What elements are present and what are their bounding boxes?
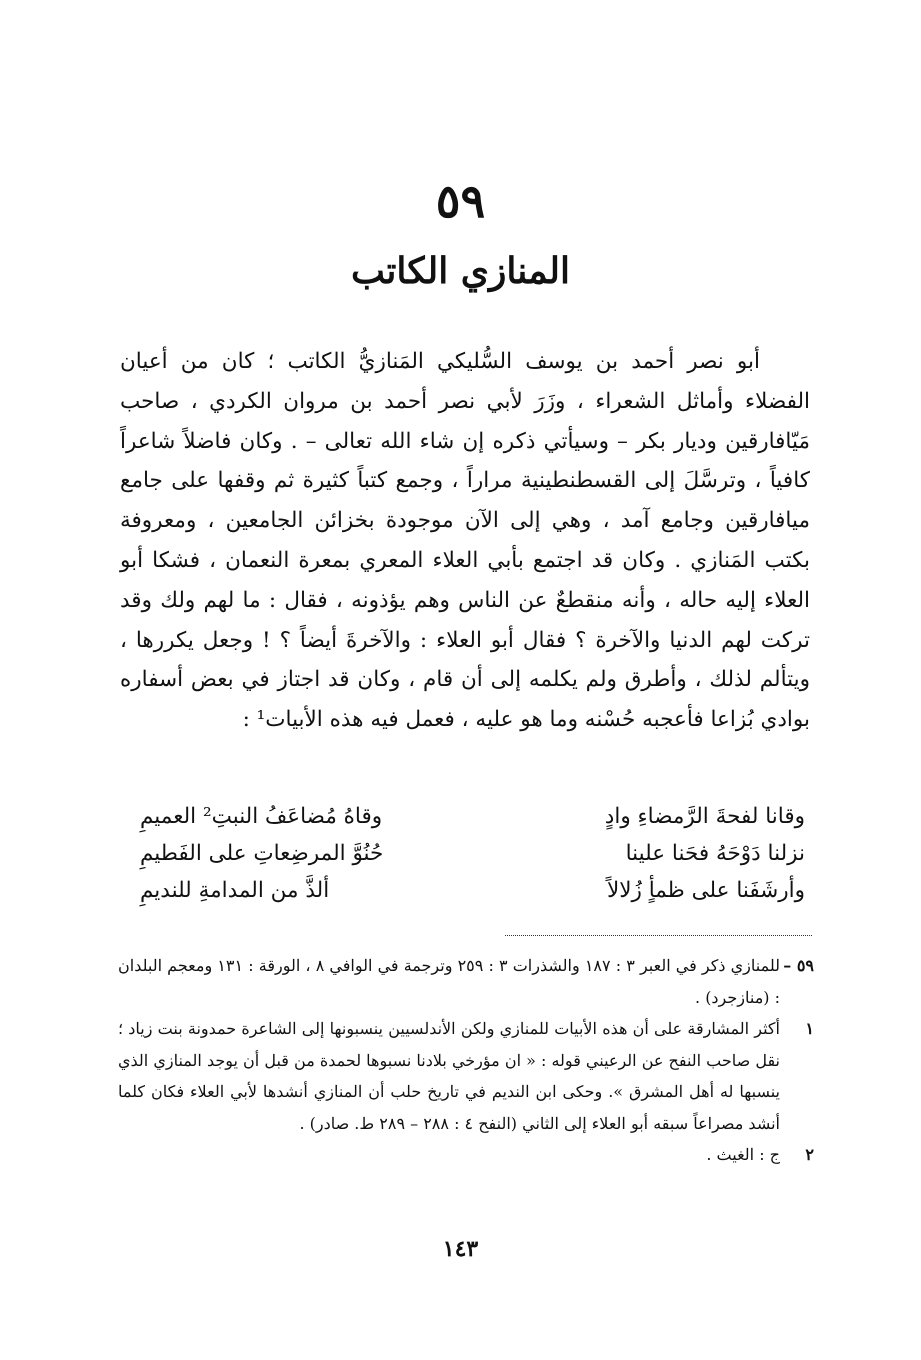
verse-2 (140, 835, 805, 872)
verse-3-second-hemistich: ألذَّ من المدامةِ للنديمِ (140, 878, 330, 903)
footnote-number: ١ (805, 1019, 814, 1038)
page-number: ١٤٣ (442, 1236, 479, 1262)
chapter-title: المنازي الكاتب (351, 250, 570, 292)
footnote-1 (118, 1013, 814, 1139)
verse-3-first-hemistich: وأرشَفَنا على ظمأٍ زُلالاً (606, 878, 805, 903)
verse-2-first-hemistich: نزلنا دَوْحَهُ فحَنا علينا (625, 841, 805, 866)
chapter-number: ٥٩ (435, 174, 486, 228)
footnote-text: للمنازي ذكر في العبر ٣ : ١٨٧ والشذرات ٣ : ٢٥٩ وترجمة في الوافي ٨ ، الورقة : ١٣١ ومعجم البلدان : (منازجرد) . (118, 956, 780, 1007)
footnote-text: ج : الغيث . (706, 1145, 780, 1164)
verse-1-first-hemistich: وقانا لفحةَ الرَّمضاءِ وادٍ (604, 804, 805, 829)
footnote-text: أكثر المشارقة على أن هذه الأبيات للمنازي ولكن الأندلسيين ينسبونها إلى الشاعرة حمدونة بنت زياد ؛ نقل صاحب النفح عن الرعيني قوله : « ان مؤرخي بلادنا نسبوها لحمدة من قبل أن يوجد المنازي الذي ينسبها له أهل المشرق ». وحكى ابن النديم في تاريخ حلب أن المنازي أنشدها لأبي العلاء فكان كلما أنشد مصراعاً سبقه أبو العلاء إلى الثاني (النفح ٤ : ٢٨٨ – ٢٨٩ ط. صادر) . (118, 1019, 780, 1133)
verse-1 (140, 798, 805, 835)
verse-2-second-hemistich: حُنُوَّ المرضِعاتِ على الفَطيمِ (140, 841, 384, 866)
verse-1-second-hemistich: وقاهُ مُضاعَفُ النبتِ² العميمِ (140, 804, 383, 829)
footnote-number: ٥٩ – (783, 956, 814, 975)
footnotes (118, 950, 814, 1171)
biography-paragraph: أبو نصر أحمد بن يوسف السُّليكي المَنازيُّ الكاتب ؛ كان من أعيان الفضلاء وأماثل الشعراء ، وزَرَ لأبي نصر أحمد بن مروان الكردي ، صاحب مَيّافارقين وديار بكر – وسيأتي ذكره إن شاء الله تعالى – . وكان فاضلاً شاعراً كافياً ، وترسَّلَ إلى القسطنطينية مراراً ، وجمع كتباً كثيرة ثم وقفها على جامع ميافارقين وجامع آمد ، وهي إلى الآن موجودة بخزائن الجامعين ، ومعروفة بكتب المَنازي . وكان قد اجتمع بأبي العلاء المعري بمعرة النعمان ، فشكا أبو العلاء إليه حاله ، وأنه منقطعٌ عن الناس وهم يؤذونه ، فقال : ما لهم ولك وقد تركت لهم الدنيا والآخرة ؟ فقال أبو العلاء : والآخرةَ أيضاً ؟ ! وجعل يكررها ، ويتألم لذلك ، وأطرق ولم يكلمه إلى أن قام ، وكان قد اجتاز في بعض أسفاره بوادي بُزاعا فأعجبه حُسْنه وما هو عليه ، فعمل فيه هذه الأبيات¹ : (120, 349, 810, 733)
verse-3 (140, 872, 805, 909)
footnote-separator (505, 935, 812, 936)
footnote-number: ٢ (805, 1145, 814, 1164)
biography-text (120, 342, 810, 740)
footnote-2 (118, 1139, 814, 1171)
footnote-59 (118, 950, 814, 1013)
poem-verses (140, 798, 805, 909)
